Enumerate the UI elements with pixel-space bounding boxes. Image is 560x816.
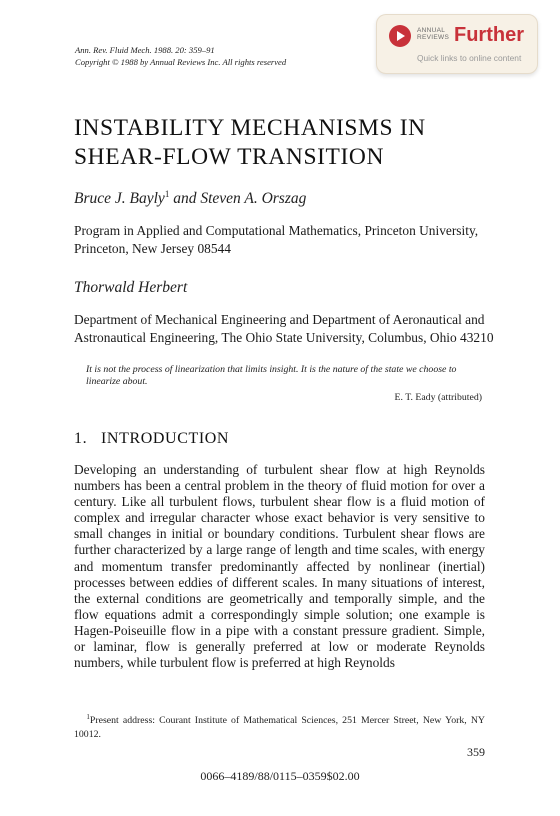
annual-reviews-logo-text: ANNUAL REVIEWS	[417, 27, 450, 41]
footnote	[74, 710, 485, 742]
epigraph-attribution: E. T. Eady (attributed)	[394, 392, 482, 403]
journal-copyright: Copyright © 1988 by Annual Reviews Inc. All rights reserved	[75, 57, 287, 67]
author-herbert: Thorwald Herbert	[74, 279, 188, 296]
body-text	[74, 462, 485, 671]
title-line-2: SHEAR-FLOW TRANSITION	[74, 144, 385, 170]
further-label: Further	[454, 24, 524, 46]
epigraph-quote: It is not the process of linearization that limits insight. It is the nature of the state we choose to linearize about.	[86, 364, 457, 387]
article-code: 0066–4189/88/0115–0359$02.00	[200, 769, 360, 783]
journal-header	[75, 44, 286, 68]
footnote-marker: 1	[164, 189, 170, 199]
article-title	[74, 114, 426, 172]
author-bayly: Bruce J. Bayly	[74, 190, 165, 207]
affiliation-2: Department of Mechanical Engineering and Department of Aeronautical and Astronautical Engineering, The Ohio State University, Columbus, Ohio 43210	[74, 312, 494, 345]
intro-paragraph: Developing an understanding of turbulent shear flow at high Reynolds numbers has been a central problem in the theory of fluid motion for over a century. Like all turbulent flows, turbulent shear flow is a fluid motion of complex and irregular character whose exact behavior is very sensitive to small changes in initial or boundary conditions. Turbulent shear flows are further characterized by a large range of length and time scales, with energy and momentum transfer predominantly affected by nonlinear (inertial) processes between eddies of different scales. In many situations of interest, the external conditions are geometrically and temporally simple, and the flow equations admit a correspondingly simple solution; one example is Hagen-Poiseuille flow in a pipe with a constant pressure gradient. Simple, or laminar, flow is generally preferred at low or moderate Reynolds numbers, while turbulent flow is preferred at high Reynolds	[74, 462, 485, 671]
footnote-text: Present address: Courant Institute of Mathematical Sciences, 251 Mercer Street, New York, NY 10012.	[74, 715, 485, 740]
authors-group-1	[74, 189, 306, 208]
section-heading: 1. INTRODUCTION	[74, 430, 230, 447]
further-links-badge[interactable]	[376, 14, 538, 74]
journal-citation: Ann. Rev. Fluid Mech. 1988. 20: 359–91	[75, 45, 215, 55]
title-line-1: INSTABILITY MECHANISMS IN	[74, 115, 426, 141]
quick-links-subtitle: Quick links to online content	[417, 53, 522, 63]
affiliation-1: Program in Applied and Computational Mathematics, Princeton University, Princeton, New Jersey 08544	[74, 223, 479, 256]
footnote-mark: 1	[86, 713, 90, 721]
author-orszag: and Steven A. Orszag	[169, 190, 307, 207]
arrow-icon	[389, 25, 411, 47]
page-number: 359	[467, 745, 485, 759]
